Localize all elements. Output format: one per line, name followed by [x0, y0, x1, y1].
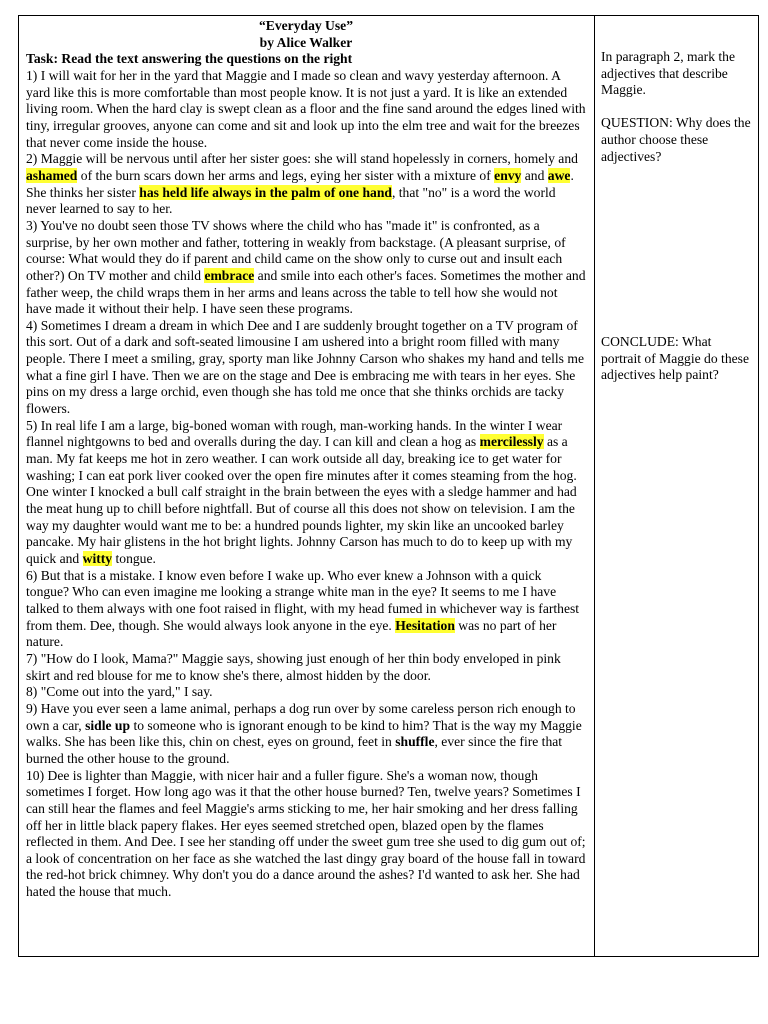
highlight-witty: witty	[82, 551, 113, 566]
paragraph-3: 3) You've no doubt seen those TV shows where the child who has "made it" is confronted, as a surprise, by her own mother and father, tottering in weakly from backstage. (A pleasant surprise, of course: What would they do if parent and child came on the show only to curse out and insult each other?) On TV mother and child embrace and smile into each other's faces. Sometimes the mother and father weep, the child wraps them in her arms and leans across the table to tell how she would not have made it without their help. I have seen these programs.	[26, 217, 586, 317]
highlight-palm-of-hand: has held life always in the palm of one hand	[139, 184, 392, 200]
paragraph-2: 2) Maggie will be nervous until after her sister goes: she will stand hopelessly in corners, homely and ashamed of the burn scars down her arms and legs, eying her sister with a mixture of envy and awe. She thinks her sister has held life always in the palm of one hand, that "no" is a word the world never learned to say to her.	[26, 151, 578, 217]
task-instruction: Task: Read the text answering the questions on the right	[26, 51, 353, 67]
sidebar-question: QUESTION: Why does the author choose these adjectives?	[601, 115, 751, 164]
bold-sidle-up: sidle up	[85, 717, 131, 733]
sidebar-conclude-block	[601, 334, 751, 384]
highlight-hesitation: Hesitation	[395, 617, 455, 633]
sidebar-instruction-block	[601, 49, 751, 165]
column-divider	[594, 16, 595, 956]
story-author: by Alice Walker	[259, 34, 353, 50]
worksheet-table	[18, 15, 759, 957]
paragraph-9: 9) Have you ever seen a lame animal, perhaps a dog run over by some careless person rich enough to own a car, sidle up to someone who is ignorant enough to be kind to him? That is the way my Maggie walks. She has been like this, chin on chest, eyes on ground, feet in shuffle, ever since the fire that burned the other house to the ground.	[26, 700, 582, 766]
paragraph-6: 6) But that is a mistake. I know even before I wake up. Who ever knew a Johnson with a quick tongue? Who can even imagine me looking a strange white man in the eye? It seems to me I have talked to them always with one foot raised in flight, with my head fumed in whichever way is farthest from them. Dee, though. She would always look anyone in the eye. Hesitation was no part of her nature.	[26, 567, 580, 650]
highlight-awe: awe	[547, 167, 571, 183]
paragraph-4: 4) Sometimes I dream a dream in which Dee and I are suddenly brought together on a TV program of this sort. Out of a dark and soft-seated limousine I am ushered into a bright room filled with many people. There I meet a smiling, gray, sporty man like Johnny Carson who shakes my hand and tells me what a fine girl I have. Then we are on the stage and Dee is embracing me with tears in her eyes. She pins on my dress a large orchid, even though she has told me once that she thinks orchids are tacky flowers.	[26, 317, 584, 417]
highlight-ashamed: ashamed	[26, 167, 78, 183]
paragraph-8: 8) "Come out into the yard," I say.	[26, 684, 213, 700]
paragraph-5: 5) In real life I am a large, big-boned woman with rough, man-working hands. In the winter I wear flannel nightgowns to bed and overalls during the day. I can kill and clean a hog as mercilessly as a man. My fat keeps me hot in zero weather. I can work outside all day, breaking ice to get water for washing; I can eat pork liver cooked over the open fire minutes after it comes steaming from the hog. One winter I knocked a bull calf straight in the brain between the eyes with a sledge hammer and had the meat hung up to chill before nightfall. But of course all this does not show on television. I am the way my daughter would want me to be: a hundred pounds lighter, my skin like an uncooked barley pancake. My hair glistens in the hot bright lights. Johnny Carson has much to do to keep up with my quick and witty tongue.	[26, 417, 577, 566]
bold-shuffle: shuffle	[395, 734, 435, 750]
story-text-column	[26, 18, 586, 901]
paragraph-10: 10) Dee is lighter than Maggie, with nicer hair and a fuller figure. She's a woman now, though sometimes I forget. How long ago was it that the other house burned? Ten, twelve years? Sometimes I can still hear the flames and feel Maggie's arms sticking to me, her hair smoking and her dress falling off her in little black papery flakes. Her eyes seemed stretched open, blazed open by the flames reflected in them. And Dee. I see her standing off under the sweet gum tree she used to dig gum out of; a look of concentration on her face as she watched the last dingy gray board of the house fall in toward the red-hot brick chimney. Why don't you do a dance around the ashes? I'd wanted to ask her. She had hated the house that much.	[26, 767, 586, 900]
sidebar-conclude: CONCLUDE: What portrait of Maggie do these adjectives help paint?	[601, 334, 749, 383]
highlight-mercilessly: mercilessly	[479, 434, 544, 450]
sidebar-instruction: In paragraph 2, mark the adjectives that describe Maggie.	[601, 49, 735, 98]
story-title: “Everyday Use”	[258, 18, 353, 33]
paragraph-7: 7) "How do I look, Mama?" Maggie says, showing just enough of her thin body enveloped in pink skirt and red blouse for me to know she's there, almost hidden by the door.	[26, 650, 561, 683]
highlight-embrace: embrace	[204, 267, 255, 283]
highlight-envy: envy	[494, 167, 522, 183]
paragraph-1: 1) I will wait for her in the yard that Maggie and I made so clean and wavy yesterday afternoon. A yard like this is more comfortable than most people know. It is not just a yard. It is like an extended living room. When the hard clay is swept clean as a floor and the fine sand around the edges lined with tiny, irregular grooves, anyone can come and sit and look up into the elm tree and wait for the breezes that never come inside the house.	[26, 67, 586, 150]
